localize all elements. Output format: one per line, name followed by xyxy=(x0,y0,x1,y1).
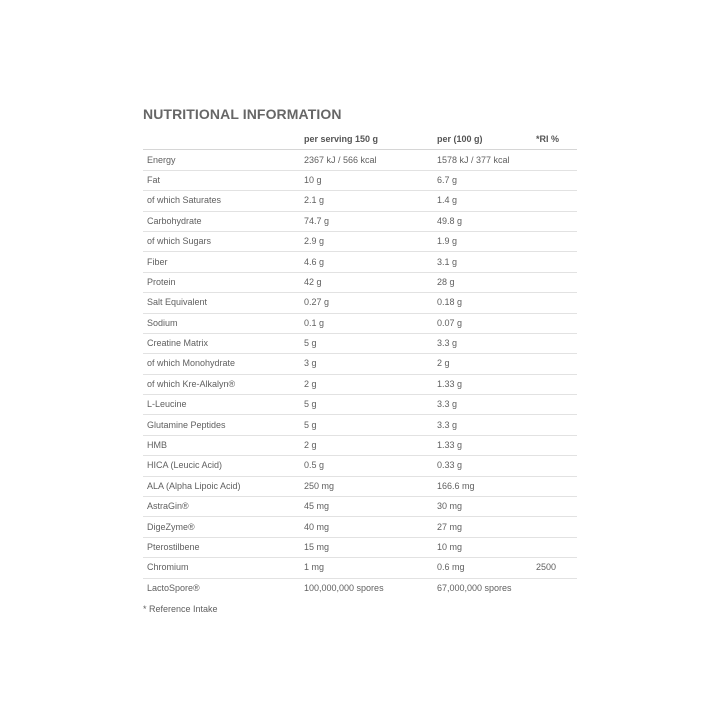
ri-value xyxy=(532,211,577,231)
nutrient-name: Energy xyxy=(143,150,300,170)
ri-value xyxy=(532,497,577,517)
ri-value xyxy=(532,435,577,455)
nutrient-name: of which Saturates xyxy=(143,191,300,211)
header-per-100g: per (100 g) xyxy=(433,130,532,150)
table-row xyxy=(143,272,577,292)
ri-value xyxy=(532,456,577,476)
per-serving-value: 1 mg xyxy=(300,558,433,578)
ri-value xyxy=(532,170,577,190)
nutrient-name: AstraGin® xyxy=(143,497,300,517)
table-row xyxy=(143,313,577,333)
per-100g-value: 1.33 g xyxy=(433,374,532,394)
nutrient-name: Sodium xyxy=(143,313,300,333)
table-header-row xyxy=(143,130,577,150)
per-100g-value: 3.3 g xyxy=(433,415,532,435)
table-row xyxy=(143,456,577,476)
table-row xyxy=(143,497,577,517)
per-100g-value: 0.33 g xyxy=(433,456,532,476)
table-row xyxy=(143,191,577,211)
ri-value xyxy=(532,313,577,333)
per-serving-value: 5 g xyxy=(300,395,433,415)
table-row xyxy=(143,578,577,598)
nutrient-name: HMB xyxy=(143,435,300,455)
ri-value xyxy=(532,517,577,537)
nutrient-name: Fiber xyxy=(143,252,300,272)
per-serving-value: 2 g xyxy=(300,374,433,394)
per-100g-value: 28 g xyxy=(433,272,532,292)
table-row xyxy=(143,150,577,170)
table-row xyxy=(143,333,577,353)
nutrient-name: DigeZyme® xyxy=(143,517,300,537)
per-serving-value: 0.1 g xyxy=(300,313,433,333)
per-100g-value: 49.8 g xyxy=(433,211,532,231)
per-100g-value: 1.9 g xyxy=(433,231,532,251)
table-row xyxy=(143,293,577,313)
table-row xyxy=(143,395,577,415)
per-serving-value: 2.9 g xyxy=(300,231,433,251)
per-serving-value: 74.7 g xyxy=(300,211,433,231)
nutrient-name: Protein xyxy=(143,272,300,292)
per-serving-value: 3 g xyxy=(300,354,433,374)
per-serving-value: 40 mg xyxy=(300,517,433,537)
nutrition-panel xyxy=(143,106,577,615)
per-serving-value: 15 mg xyxy=(300,537,433,557)
per-100g-value: 2 g xyxy=(433,354,532,374)
per-100g-value: 27 mg xyxy=(433,517,532,537)
per-100g-value: 3.3 g xyxy=(433,395,532,415)
per-serving-value: 0.27 g xyxy=(300,293,433,313)
per-100g-value: 0.6 mg xyxy=(433,558,532,578)
table-row xyxy=(143,415,577,435)
per-serving-value: 250 mg xyxy=(300,476,433,496)
nutrient-name: HICA (Leucic Acid) xyxy=(143,456,300,476)
table-row xyxy=(143,231,577,251)
nutrient-name: of which Kre-Alkalyn® xyxy=(143,374,300,394)
per-100g-value: 1.4 g xyxy=(433,191,532,211)
nutrient-name: Creatine Matrix xyxy=(143,333,300,353)
per-100g-value: 67,000,000 spores xyxy=(437,582,512,593)
nutrient-name: Pterostilbene xyxy=(143,537,300,557)
ri-value xyxy=(532,293,577,313)
per-100g-value: 6.7 g xyxy=(433,170,532,190)
nutrient-name: Salt Equivalent xyxy=(143,293,300,313)
per-100g-value: 10 mg xyxy=(433,537,532,557)
ri-value xyxy=(532,150,577,170)
per-100g-value: 0.07 g xyxy=(433,313,532,333)
reference-intake-footnote: * Reference Intake xyxy=(143,603,218,614)
per-serving-value: 5 g xyxy=(300,415,433,435)
per-serving-value: 2367 kJ / 566 kcal xyxy=(300,150,433,170)
ri-value xyxy=(532,231,577,251)
table-row xyxy=(143,374,577,394)
header-per-serving: per serving 150 g xyxy=(300,130,433,150)
nutrition-table xyxy=(143,130,577,598)
per-serving-value: 2.1 g xyxy=(300,191,433,211)
table-body xyxy=(143,150,577,598)
table-row xyxy=(143,252,577,272)
nutrient-name: L-Leucine xyxy=(143,395,300,415)
per-serving-value: 42 g xyxy=(300,272,433,292)
ri-value xyxy=(532,415,577,435)
ri-value xyxy=(532,476,577,496)
table-row xyxy=(143,211,577,231)
ri-value xyxy=(532,354,577,374)
table-row xyxy=(143,354,577,374)
per-100g-value: 166.6 mg xyxy=(433,476,532,496)
ri-value xyxy=(532,252,577,272)
table-row xyxy=(143,435,577,455)
table-row xyxy=(143,517,577,537)
per-serving-value: 2 g xyxy=(300,435,433,455)
ri-value xyxy=(532,578,577,598)
per-serving-value: 45 mg xyxy=(300,497,433,517)
per-100g-value: 30 mg xyxy=(433,497,532,517)
ri-value xyxy=(532,395,577,415)
per-100g-value: 3.1 g xyxy=(433,252,532,272)
nutrient-name: LactoSpore® xyxy=(147,582,200,593)
nutrient-name: ALA (Alpha Lipoic Acid) xyxy=(143,476,300,496)
per-serving-value: 10 g xyxy=(300,170,433,190)
per-serving-value: 100,000,000 spores xyxy=(304,582,384,593)
ri-value xyxy=(532,374,577,394)
nutrient-name: Fat xyxy=(143,170,300,190)
per-serving-value: 4.6 g xyxy=(300,252,433,272)
table-row xyxy=(143,170,577,190)
nutrient-name: Glutamine Peptides xyxy=(143,415,300,435)
per-serving-value: 5 g xyxy=(300,333,433,353)
per-100g-value: 1578 kJ / 377 kcal xyxy=(433,150,532,170)
ri-value xyxy=(532,537,577,557)
table-row xyxy=(143,558,577,578)
nutrient-name: Chromium xyxy=(143,558,300,578)
per-100g-value: 1.33 g xyxy=(433,435,532,455)
nutrition-title: NUTRITIONAL INFORMATION xyxy=(143,106,342,122)
per-100g-value: 3.3 g xyxy=(433,333,532,353)
ri-value xyxy=(532,272,577,292)
header-ri: *RI % xyxy=(532,130,577,150)
ri-value xyxy=(532,191,577,211)
ri-value xyxy=(532,333,577,353)
nutrient-name: Carbohydrate xyxy=(143,211,300,231)
per-100g-value: 0.18 g xyxy=(433,293,532,313)
table-row xyxy=(143,476,577,496)
table-row xyxy=(143,537,577,557)
header-nutrient xyxy=(143,130,300,150)
ri-value: 2500 xyxy=(532,558,577,578)
per-serving-value: 0.5 g xyxy=(300,456,433,476)
nutrient-name: of which Monohydrate xyxy=(143,354,300,374)
nutrient-name: of which Sugars xyxy=(143,231,300,251)
